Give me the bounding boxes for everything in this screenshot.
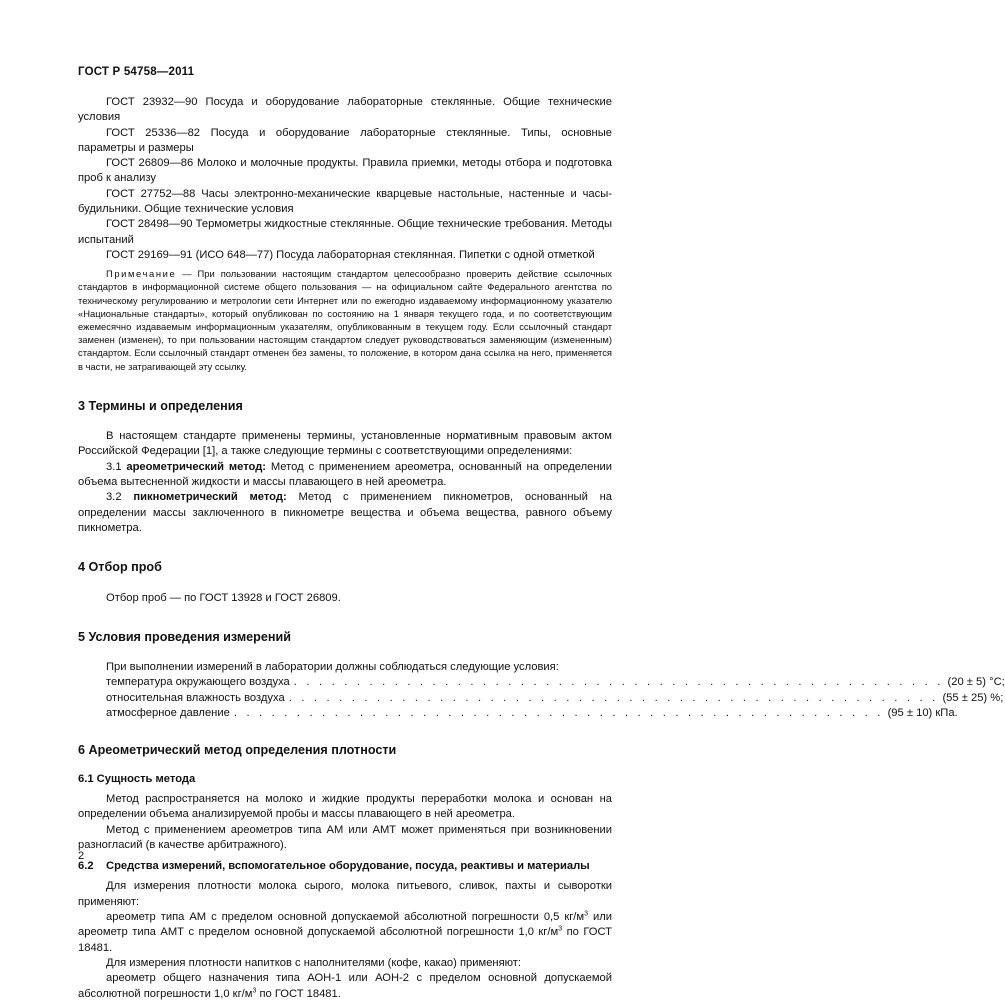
condition-label: температура окружающего воздуха [106,676,290,689]
term-definition [78,490,612,536]
leader-dots: . . . . . . . . . . . . . . . . . . . . . . . . . . . . . . . . . . . . . . . . . . . . . . . . . . . . [293,676,944,689]
section-5-intro: При выполнении измерений в лаборатории должны соблюдаться следующие условия: [106,661,559,674]
paragraph: Для измерения плотности молока сырого, молока питьевого, сливок, пахты и сыворотки применяют: [78,880,612,908]
note-text: — При пользовании настоящим стандартом целесообразно проверить действие ссылочных стандартов в информационной системе общего пользования — на официальном сайте Федерального агентства по техническому регулированию и метрологии сети Интернет или по ежегодно издаваемому информационному указателю «Национальные стандарты», который опубликован по состоянию на 1 января текущего года, и по соответствующим ежемесячно издаваемым информационным указателям, опубликованным в текущем году. Если ссылочный стандарт заменен (изменен), то при пользовании настоящим стандартом следует руководствоваться заменяющим (измененным) стандартом. Если ссылочный стандарт отменен без замены, то положение, в котором дана ссылка на него, применяется в части, не затрагивающей эту ссылку. [78,268,612,372]
reference-item: ГОСТ 25336—82 Посуда и оборудование лабораторные стеклянные. Типы, основные параметры и размеры [78,126,612,154]
document-header: ГОСТ Р 54758—2011 [78,66,195,78]
page-number: 2 [78,850,85,862]
condition-row [78,675,1005,690]
text-run: по ГОСТ 18481. [78,926,613,954]
reference-item: ГОСТ 28498—90 Термометры жидкостные стеклянные. Общие технические требования. Методы испытаний [78,218,612,246]
condition-label: атмосферное давление [106,707,230,720]
paragraph [78,910,612,956]
text-run: по ГОСТ 18481. [256,987,341,1000]
note-label: Примечание [106,268,177,280]
term-text: Метод с применением ареометра, основанный на определении объема вытесненной жидкости и массы плавающего в ней ареометра. [78,460,613,489]
condition-label: относительная влажность воздуха [106,691,285,704]
term-number: 3.1 [106,460,127,473]
subsection-number: 6.2 [78,860,94,873]
term-name: пикнометрический метод: [133,491,287,504]
section-5-title: 5 Условия проведения измерений [78,629,291,644]
reference-item: ГОСТ 26809—86 Молоко и молочные продукты. Правила приемки, методы отбора и подготовка проб к анализу [78,157,612,185]
superscript: 3 [252,986,257,994]
condition-row [78,706,958,721]
term-name: ареометрический метод: [126,460,267,473]
paragraph: Для измерения плотности напитков с наполнителями (кофе, какао) применяют: [106,956,522,969]
term-definition [78,460,612,491]
condition-row [78,691,1004,706]
page-content [78,95,1005,1002]
reference-item: ГОСТ 27752—88 Часы электронно-механические кварцевые настольные, настенные и часы-будильники. Общие технические условия [78,187,612,216]
condition-value: (20 ± 5) °С; [947,676,1005,689]
superscript: 3 [558,925,563,933]
condition-value: (55 ± 25) %; [942,691,1004,704]
section-3-intro: В настоящем стандарте применены термины, установленные нормативным правовым актом Российской Федерации [1], а также следующие термины с соответствующими определениями: [78,430,612,458]
section-6-title: 6 Ареометрический метод определения плотности [78,743,397,758]
subsection-6-1-title: 6.1 Сущность метода [78,772,196,785]
paragraph: Метод с применением ареометров типа АМ или АМТ может применяться при возникновении разногласий (в качестве арбитражного). [78,823,612,851]
condition-value: (95 ± 10) кПа. [887,707,958,720]
note [78,267,612,373]
subsection-title-text: Средства измерений, вспомогательное оборудование, посуда, реактивы и материалы [106,860,590,873]
section-3-title: 3 Термины и определения [78,398,243,413]
superscript: 3 [584,910,589,918]
text-run: ареометр типа АМ с пределом основной допускаемой абсолютной погрешности 0,5 кг/м [106,911,585,924]
paragraph: Метод распространяется на молоко и жидкие продукты переработки молока и основан на определении объема анализируемой пробы и массы плавающего в ней ареометра. [78,792,612,821]
text-run: или ареометр типа АМТ с пределом основной допускаемой абсолютной погрешности 1,0 кг/м [78,911,612,939]
reference-item: ГОСТ 23932—90 Посуда и оборудование лабораторные стеклянные. Общие технические условия [78,96,612,124]
term-text: Метод с применением пикнометров, основанный на определении массы заключенного в пикнометре вещества и объема вещества, равного объему пикнометра. [78,491,612,534]
reference-item: ГОСТ 29169—91 (ИСО 648—77) Посуда лабораторная стеклянная. Пипетки с одной отметкой [106,248,595,261]
paragraph [78,971,612,1002]
text-run: ареометр общего назначения типа АОН-1 или АОН-2 с пределом основной допускаемой абсолютной погрешности 1,0 кг/м [78,972,612,1000]
section-4-title: 4 Отбор проб [78,560,162,575]
section-4-text: Отбор проб — по ГОСТ 13928 и ГОСТ 26809. [106,591,341,604]
leader-dots: . . . . . . . . . . . . . . . . . . . . . . . . . . . . . . . . . . . . . . . . . . . . . . . . . . . . [233,707,884,720]
term-number: 3.2 [106,491,134,504]
subsection-6-2-title [78,859,612,874]
leader-dots: . . . . . . . . . . . . . . . . . . . . . . . . . . . . . . . . . . . . . . . . . . . . . . . . . . . . [288,691,939,704]
